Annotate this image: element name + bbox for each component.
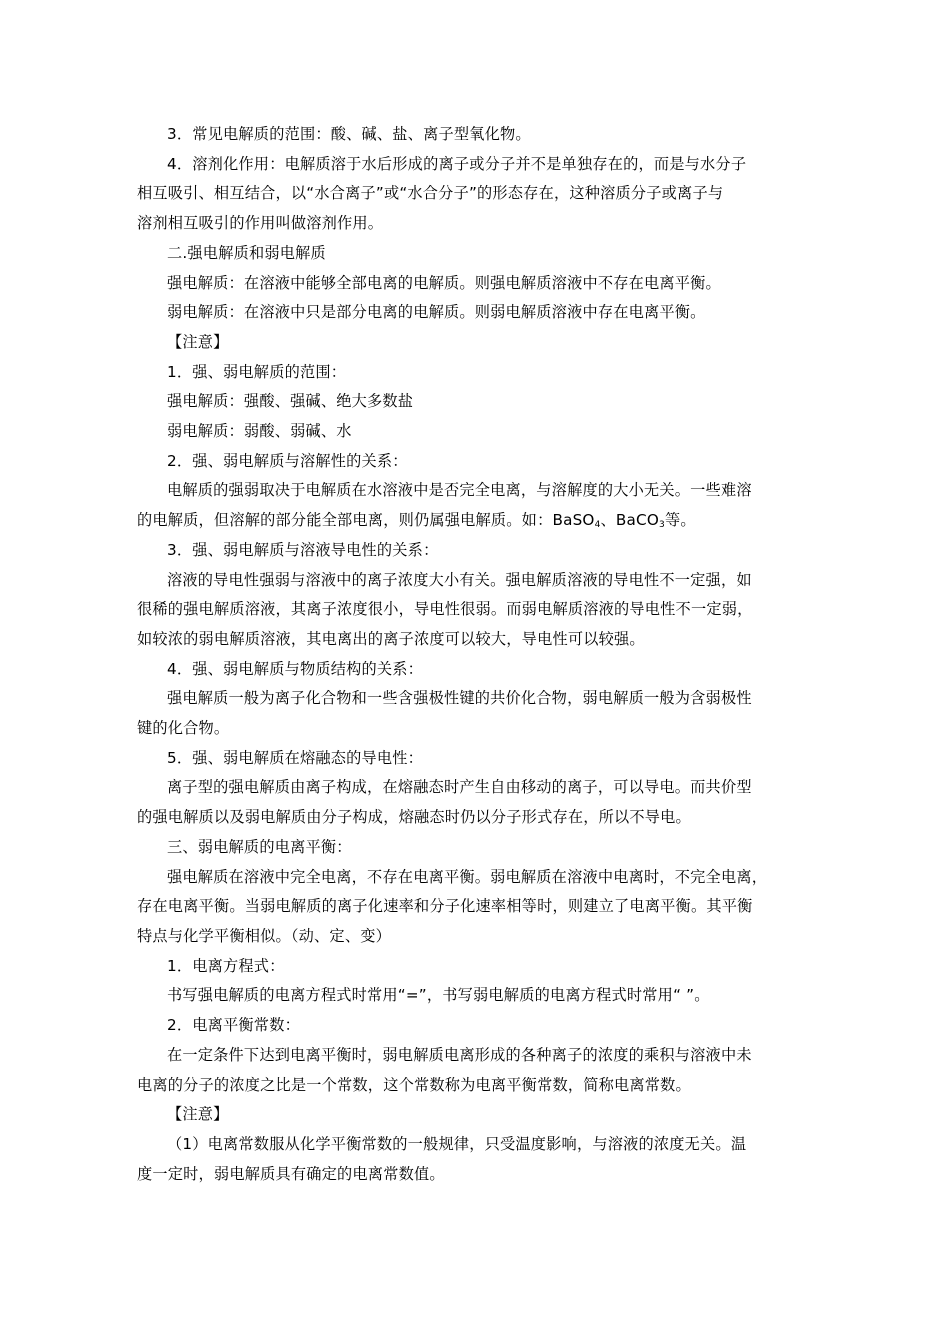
- paragraph-equation-notation: 书写强电解质的电离方程式时常用“=”，书写弱电解质的电离方程式时常用“ ”。: [167, 986, 710, 1005]
- paragraph-equilibrium-line3: 特点与化学平衡相似。（动、定、变）: [137, 926, 391, 945]
- paragraph-conductivity-line2: 很稀的强电解质溶液，其离子浓度很小，导电性很弱。而弱电解质溶液的导电性不一定弱，: [137, 600, 753, 619]
- note-item-3-title: 3．强、弱电解质与溶液导电性的关系：: [167, 540, 439, 559]
- subscript-3: 3: [659, 520, 665, 531]
- paragraph-solubility-line1: 电解质的强弱取决于电解质在水溶液中是否完全电离，与溶解度的大小无关。一些难溶: [167, 481, 752, 500]
- document-page: [137, 120, 817, 1189]
- paragraph-solvation-line2: 相互吸引、相互结合，以“水合离子”或“水合分子”的形态存在，这种溶质分子或离子与: [137, 184, 724, 203]
- paragraph-equilibrium-line2: 存在电离平衡。当弱电解质的离子化速率和分子化速率相等时，则建立了电离平衡。其平衡: [137, 897, 753, 916]
- paragraph-constant-line1: 在一定条件下达到电离平衡时，弱电解质电离形成的各种离子的浓度的乘积与溶液中未: [167, 1045, 752, 1064]
- paragraph-solvation-line1: 4．溶剂化作用：电解质溶于水后形成的离子或分子并不是单独存在的，而是与水分子: [167, 154, 747, 173]
- paragraph-equilibrium-line1: 强电解质在溶液中完全电离，不存在电离平衡。弱电解质在溶液中电离时，不完全电离，: [167, 867, 768, 886]
- paragraph-structure-line1: 强电解质一般为离子化合物和一些含强极性键的共价化合物，弱电解质一般为含弱极性: [167, 689, 752, 708]
- definition-strong-electrolyte: 强电解质：在溶液中能够全部电离的电解质。则强电解质溶液中不存在电离平衡。: [167, 273, 721, 292]
- note-heading: 【注意】: [167, 332, 229, 351]
- note-item-5-title: 5．强、弱电解质在熔融态的导电性：: [167, 748, 424, 767]
- paragraph-structure-line2: 键的化合物。: [137, 719, 230, 738]
- paragraph-conductivity-line3: 如较浓的弱电解质溶液，其电离出的离子浓度可以较大，导电性可以较强。: [137, 629, 645, 648]
- paragraph-note-constant-line1: （1）电离常数服从化学平衡常数的一般规律，只受温度影响，与溶液的浓度无关。温: [167, 1134, 747, 1153]
- note-item-2-title: 2．强、弱电解质与溶解性的关系：: [167, 451, 408, 470]
- paragraph-electrolyte-range: 3．常见电解质的范围：酸、碱、盐、离子型氧化物。: [167, 125, 531, 143]
- section-heading-ionization-equilibrium: 三、弱电解质的电离平衡：: [167, 837, 352, 856]
- paragraph-solvation-line3: 溶剂相互吸引的作用叫做溶剂作用。: [137, 214, 384, 233]
- note-item-4-title: 4．强、弱电解质与物质结构的关系：: [167, 659, 424, 678]
- definition-weak-electrolyte: 弱电解质：在溶液中只是部分电离的电解质。则弱电解质溶液中存在电离平衡。: [167, 303, 706, 322]
- paragraph-constant-line2: 电离的分子的浓度之比是一个常数，这个常数称为电离平衡常数，简称电离常数。: [137, 1075, 691, 1094]
- paragraph-molten-line1: 离子型的强电解质由离子构成，在熔融态时产生自由移动的离子，可以导电。而共价型: [167, 778, 752, 797]
- paragraph-conductivity-line1: 溶液的导电性强弱与溶液中的离子浓度大小有关。强电解质溶液的导电性不一定强，如: [167, 570, 752, 589]
- solubility-text-pre: 的电解质，但溶解的部分能全部电离，则仍属强电解质。如：BaSO: [137, 511, 595, 530]
- subheading-ionization-constant: 2．电离平衡常数：: [167, 1016, 300, 1035]
- note-item-1-title: 1．强、弱电解质的范围：: [167, 362, 347, 381]
- section-heading-strong-weak: 二.强电解质和弱电解质: [167, 243, 326, 262]
- solubility-text-post: 等。: [664, 511, 696, 530]
- paragraph-solubility-line2: [137, 506, 817, 536]
- paragraph-molten-line2: 的强电解质以及弱电解质由分子构成，熔融态时仍以分子形式存在，所以不导电。: [137, 808, 691, 827]
- note-weak-range: 弱电解质：弱酸、弱碱、水: [167, 422, 352, 441]
- solubility-text-mid: 、BaCO: [600, 511, 660, 530]
- note-heading-2: 【注意】: [167, 1105, 229, 1124]
- paragraph-note-constant-line2: 度一定时，弱电解质具有确定的电离常数值。: [137, 1164, 445, 1183]
- subscript-4: 4: [594, 520, 601, 531]
- subheading-ionization-equation: 1．电离方程式：: [167, 956, 285, 975]
- note-strong-range: 强电解质：强酸、强碱、绝大多数盐: [167, 392, 414, 411]
